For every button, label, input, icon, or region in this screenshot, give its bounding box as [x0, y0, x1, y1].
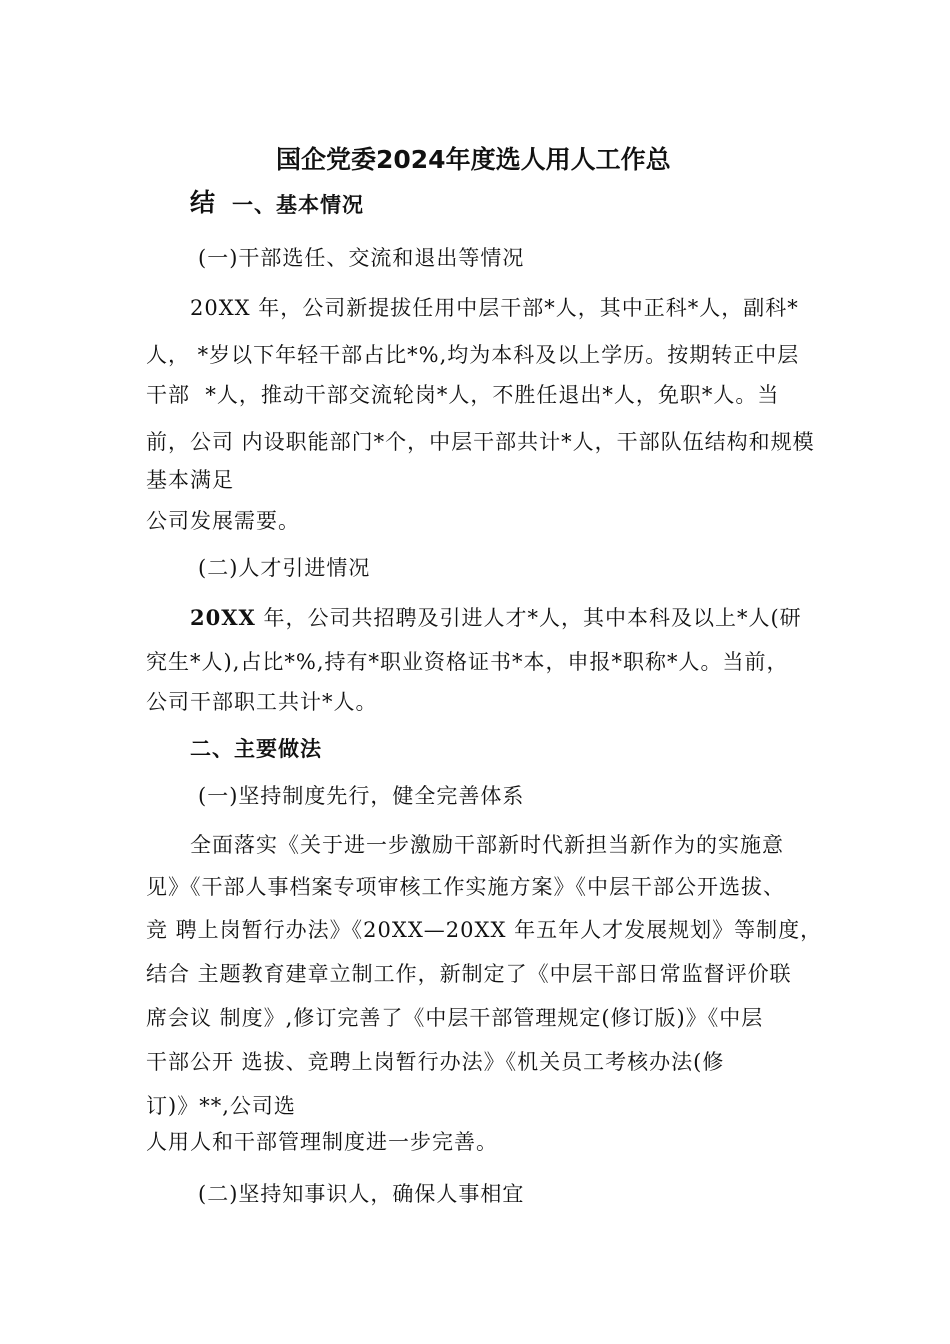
p2-line-1-text: 年，公司共招聘及引进人才*人，其中本科及以上*人(研	[255, 606, 802, 630]
p1-line-5: 基本满足	[146, 468, 234, 492]
p2-line-3: 公司干部职工共计*人。	[146, 690, 378, 714]
document-title-tail: 结	[190, 188, 217, 217]
p2-line-1	[190, 604, 802, 632]
p1-line-2: 人， *岁以下年轻干部占比*%,均为本科及以上学历。按期转正中层	[146, 343, 800, 367]
sub2-heading: (二)人才引进情况	[198, 556, 371, 580]
p3-line-2: 见》《干部人事档案专项审核工作实施方案》《中层干部公开选拔、	[146, 875, 785, 899]
section2-heading: 二、主要做法	[190, 737, 322, 761]
p3-line-6: 干部公开 选拔、竞聘上岗暂行办法》《机关员工考核办法(修	[146, 1050, 725, 1074]
p1-line-3: 干部 *人，推动干部交流轮岗*人，不胜任退出*人，免职*人。当	[146, 383, 780, 407]
p3-line-5: 席会议 制度》,修订完善了《中层干部管理规定(修订版)》《中层	[146, 1006, 764, 1030]
p3-line-1: 全面落实《关于进一步激励干部新时代新担当新作为的实施意	[190, 833, 784, 857]
document-title: 国企党委2024年度选人用人工作总	[276, 145, 671, 174]
sub3-heading: (一)坚持制度先行，健全完善体系	[198, 784, 525, 808]
p1-line-4: 前，公司 内设职能部门*个，中层干部共计*人，干部队伍结构和规模	[146, 430, 815, 454]
p3-line-3: 竞 聘上岗暂行办法》《20XX—20XX 年五年人才发展规划》等制度，	[146, 918, 823, 942]
p2-lead: 20XX	[190, 605, 256, 630]
p3-line-7: 订)》**,公司选	[146, 1094, 296, 1118]
p1-line-6: 公司发展需要。	[146, 509, 300, 533]
p1-line-1: 20XX 年，公司新提拔任用中层干部*人，其中正科*人，副科*	[190, 296, 799, 320]
sub4-heading: (二)坚持知事识人，确保人事相宜	[198, 1182, 525, 1206]
sub1-heading: (一)干部选任、交流和退出等情况	[198, 246, 525, 270]
section1-heading: 一、基本情况	[232, 193, 364, 217]
p3-line-8: 人用人和干部管理制度进一步完善。	[146, 1130, 498, 1154]
p2-line-2: 究生*人),占比*%,持有*职业资格证书*本，申报*职称*人。当前，	[146, 650, 789, 674]
p3-line-4: 结合 主题教育建章立制工作，新制定了《中层干部日常监督评价联	[146, 962, 792, 986]
